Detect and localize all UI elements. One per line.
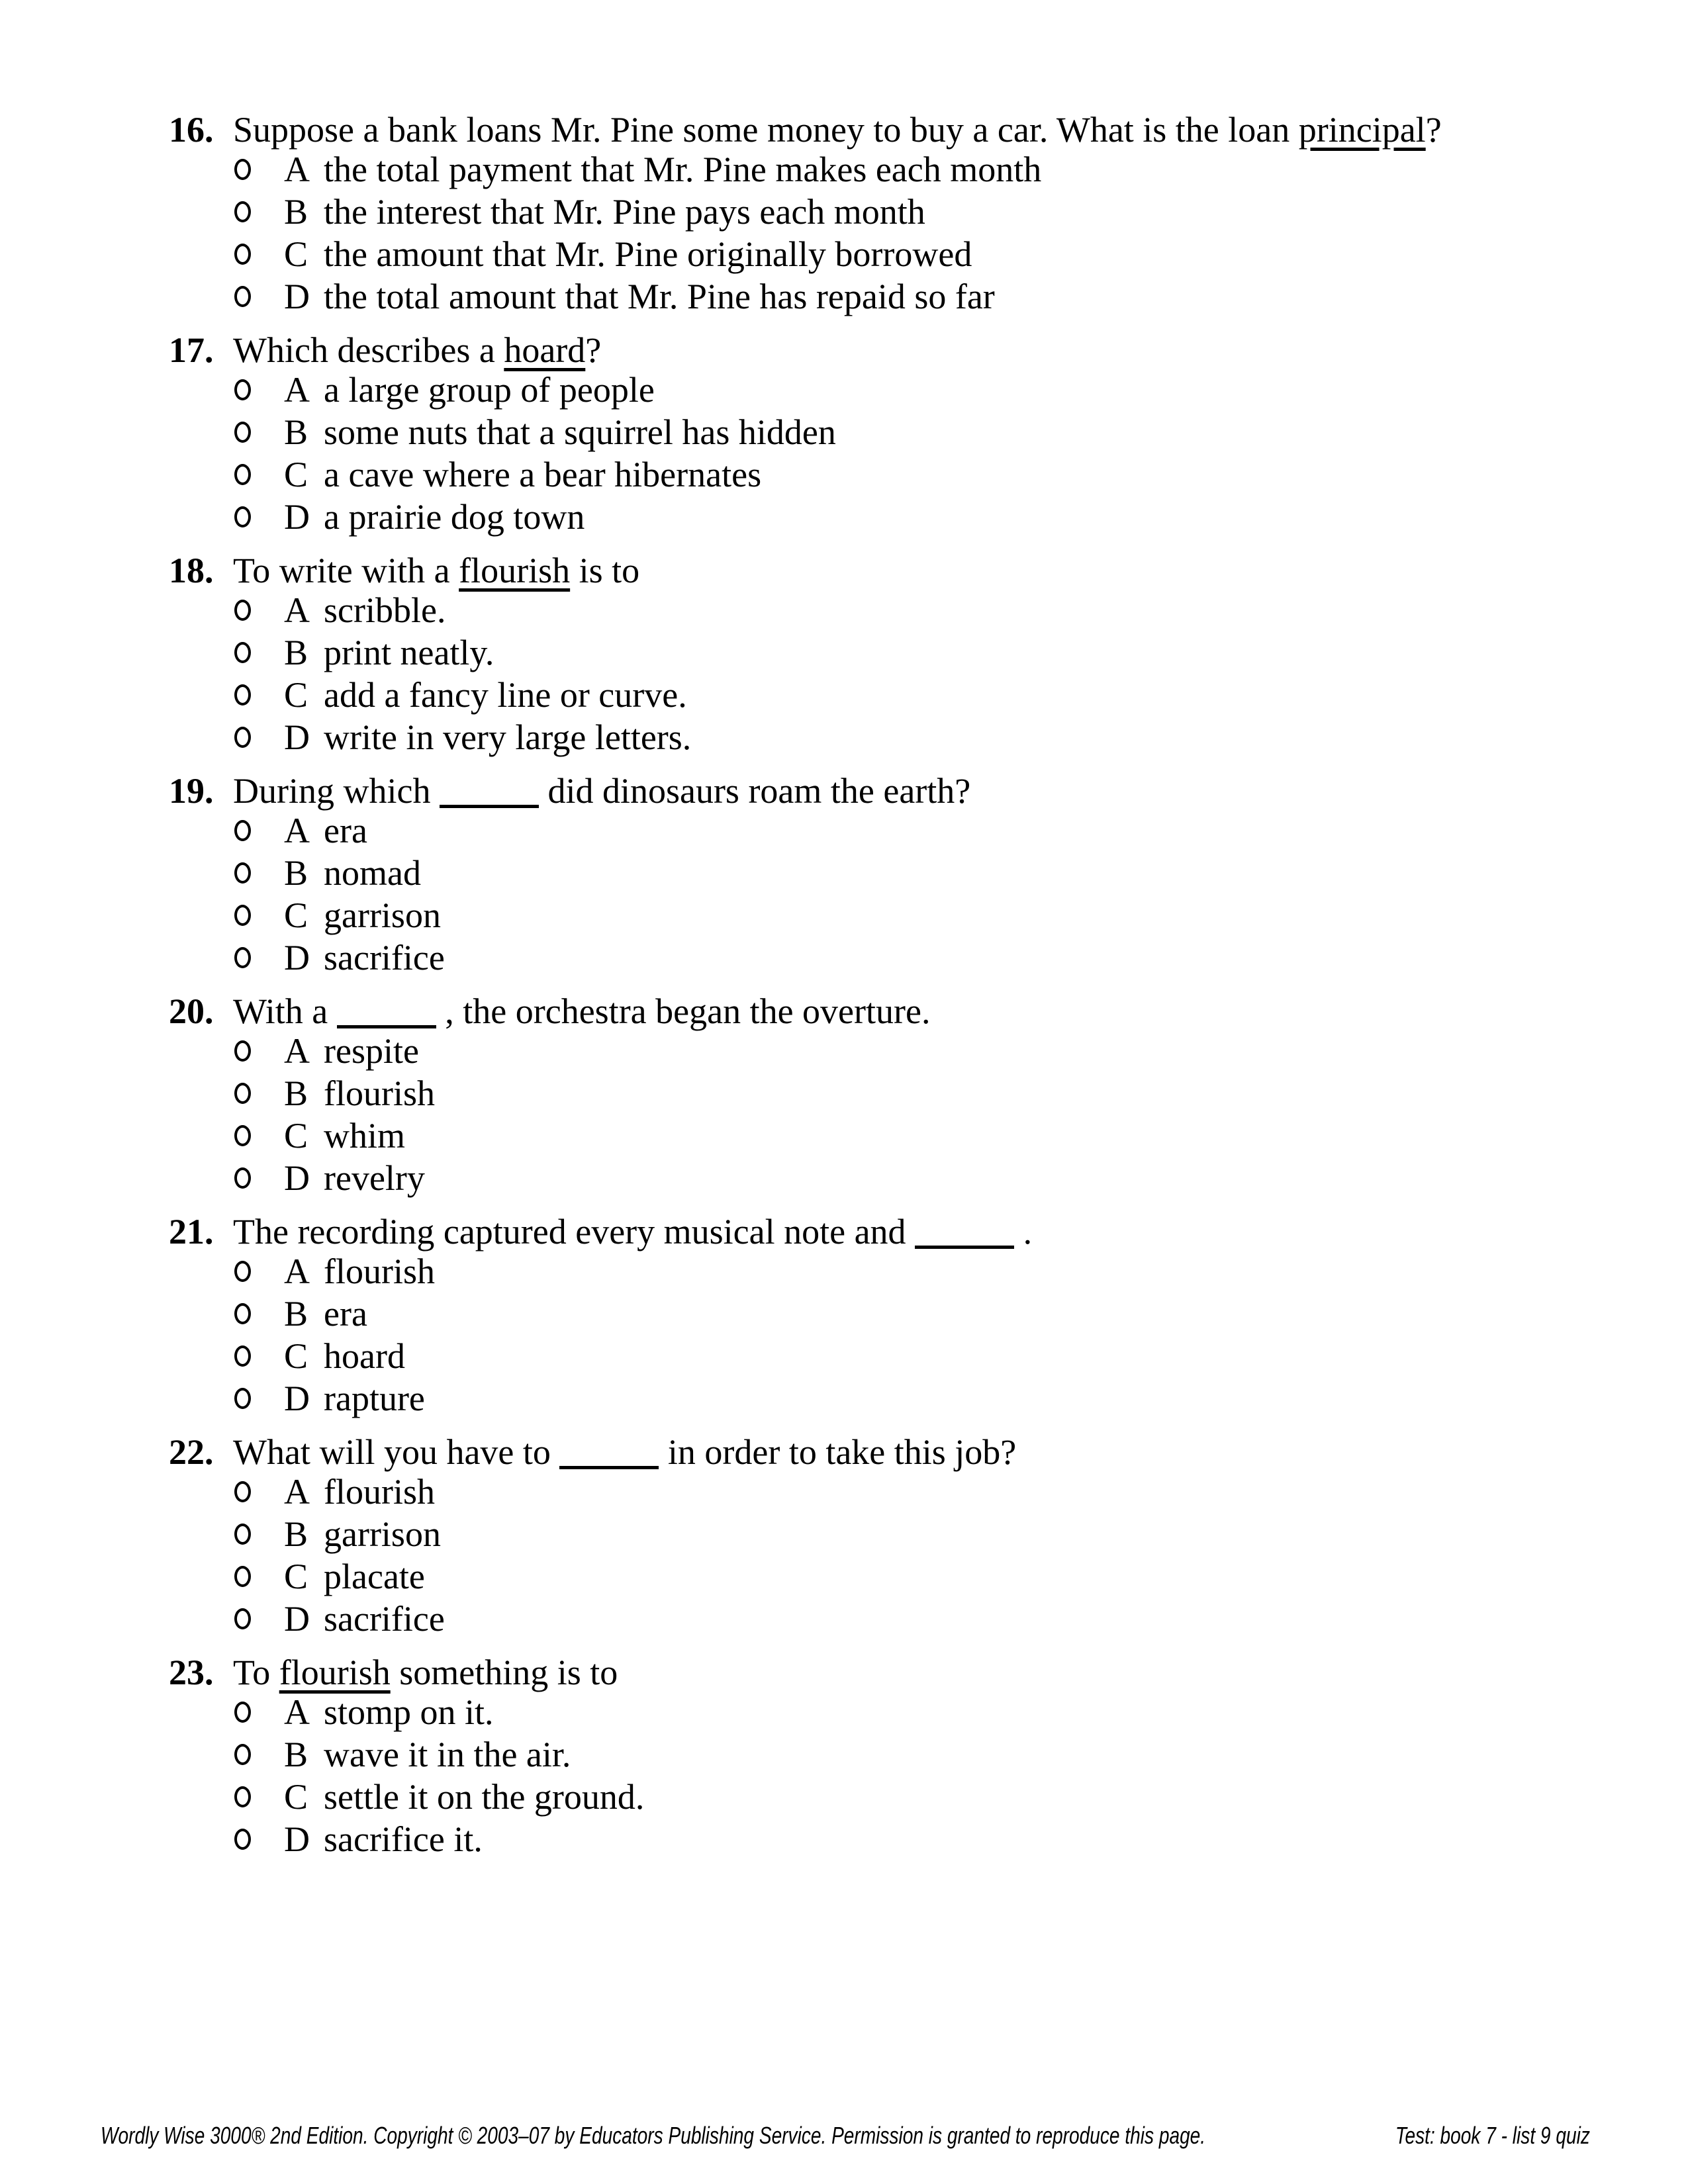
option-letter: A [284,1031,310,1071]
answer-option [234,1598,1688,1640]
option-text: revelry [324,1158,425,1198]
answer-option [234,496,1688,538]
option-text: the total amount that Mr. Pine has repaid so far [324,277,995,316]
question-block [0,111,1688,318]
option-text: settle it on the ground. [324,1777,645,1817]
answer-option [234,631,1688,674]
option-text: add a fancy line or curve. [324,675,687,715]
answer-option [234,148,1688,191]
answer-option [234,1818,1688,1860]
option-letter: C [284,234,308,274]
answer-option [234,275,1688,318]
option-letter: C [284,895,308,935]
option-text: flourish [324,1251,435,1291]
question-number: 21. [169,1212,214,1251]
radio-button[interactable] [234,244,251,265]
radio-button[interactable] [234,201,251,222]
prompt-pre: Which describes a [233,330,504,370]
question-number: 17. [169,330,214,370]
prompt-pre: To [233,1653,279,1692]
option-letter: B [284,853,308,893]
option-text: write in very large letters. [324,717,692,757]
radio-button[interactable] [234,1345,251,1367]
option-letter: B [284,412,308,452]
answer-option [234,674,1688,716]
option-letter: B [284,633,308,672]
option-letter: C [284,1116,308,1156]
radio-button[interactable] [234,506,251,527]
option-text: era [324,811,367,850]
answer-option [234,1250,1688,1293]
answer-option [234,716,1688,758]
option-text: hoard [324,1336,405,1376]
blank-line [915,1222,1014,1249]
question-block [0,1654,1688,1860]
option-text: nomad [324,853,421,893]
prompt-pre: What will you have to [233,1432,560,1472]
option-text: sacrifice it. [324,1819,483,1859]
radio-button[interactable] [234,1566,251,1587]
radio-button[interactable] [234,947,251,968]
option-text: print neatly. [324,633,494,672]
radio-button[interactable] [234,379,251,400]
question-number: 20. [169,991,214,1031]
option-letter: A [284,150,310,189]
option-letter: D [284,1599,310,1639]
prompt-pre: Suppose a bank loans Mr. Pine some money to buy a car. What is the loan [233,110,1299,150]
option-letter: A [284,370,310,410]
option-letter: A [284,811,310,850]
question-block [0,1433,1688,1640]
answer-option [234,1513,1688,1555]
option-letter: C [284,1557,308,1596]
underlined-term: flourish [279,1653,391,1692]
radio-button[interactable] [234,905,251,926]
option-letter: B [284,1073,308,1113]
option-letter: B [284,1514,308,1554]
underlined-term: hoard [504,330,586,370]
answer-option [234,1072,1688,1115]
question-prompt [0,993,1688,1030]
option-letter: D [284,717,310,757]
prompt-post: ? [585,330,602,370]
underlined-term: principal [1298,110,1426,150]
option-text: flourish [324,1472,435,1512]
question-prompt [0,1433,1688,1471]
answer-option [234,852,1688,894]
question-prompt [0,111,1688,148]
radio-button[interactable] [234,727,251,748]
answer-option [234,1377,1688,1420]
answer-option [234,1157,1688,1199]
question-number: 18. [169,551,214,590]
question-block [0,993,1688,1199]
radio-button[interactable] [234,1481,251,1502]
option-letter: D [284,497,310,537]
option-letter: B [284,192,308,232]
question-block [0,332,1688,538]
radio-button[interactable] [234,1083,251,1104]
prompt-post: ? [1425,110,1442,150]
answer-option [234,1471,1688,1513]
option-letter: B [284,1294,308,1334]
option-text: some nuts that a squirrel has hidden [324,412,836,452]
prompt-post: . [1014,1212,1033,1251]
footer-copyright: Wordly Wise 3000® 2nd Edition. Copyright © 2003–07 by Educators Publishing Service. Permission is granted to reproduce this page. [101,2122,1206,2149]
blank-line [440,781,539,808]
radio-button[interactable] [234,1524,251,1545]
question-prompt [0,1213,1688,1250]
radio-button[interactable] [234,1608,251,1629]
blank-line [559,1442,659,1469]
answer-option [234,369,1688,411]
option-letter: A [284,1251,310,1291]
option-text: a cave where a bear hibernates [324,455,762,494]
answer-option [234,589,1688,631]
option-text: placate [324,1557,425,1596]
radio-button[interactable] [234,1040,251,1062]
option-letter: C [284,455,308,494]
radio-button[interactable] [234,1702,251,1723]
question-block [0,772,1688,979]
option-text: era [324,1294,367,1334]
prompt-pre: The recording captured every musical note and [233,1212,915,1251]
option-text: flourish [324,1073,435,1113]
question-number: 22. [169,1432,214,1472]
option-letter: A [284,1692,310,1732]
question-block [0,552,1688,758]
question-prompt [0,772,1688,809]
radio-button[interactable] [234,600,251,621]
option-text: whim [324,1116,406,1156]
answer-option [234,894,1688,936]
option-text: garrison [324,1514,441,1554]
option-text: rapture [324,1379,425,1418]
option-text: garrison [324,895,441,935]
option-text: a prairie dog town [324,497,585,537]
question-prompt [0,1654,1688,1691]
answer-option [234,1293,1688,1335]
radio-button[interactable] [234,159,251,180]
question-prompt [0,552,1688,589]
answer-option [234,1115,1688,1157]
prompt-post: did dinosaurs roam the earth? [538,771,971,811]
radio-button[interactable] [234,1261,251,1282]
prompt-pre: With a [233,991,337,1031]
answer-option [234,453,1688,496]
radio-button[interactable] [234,684,251,705]
radio-button[interactable] [234,286,251,307]
radio-button[interactable] [234,464,251,485]
prompt-post: in order to take this job? [659,1432,1017,1472]
answer-option [234,233,1688,275]
prompt-post: is to [570,551,640,590]
question-number: 16. [169,110,214,150]
option-text: sacrifice [324,938,445,978]
answer-option [234,1691,1688,1733]
option-letter: D [284,938,310,978]
question-prompt [0,332,1688,369]
answer-option [234,1030,1688,1072]
option-text: the interest that Mr. Pine pays each month [324,192,925,232]
option-text: stomp on it. [324,1692,494,1732]
option-letter: A [284,1472,310,1512]
prompt-pre: To write with a [233,551,459,590]
answer-option [234,1733,1688,1776]
radio-button[interactable] [234,1744,251,1765]
prompt-post: , the orchestra began the overture. [436,991,931,1031]
answer-option [234,809,1688,852]
answer-option [234,411,1688,453]
option-text: the total payment that Mr. Pine makes each month [324,150,1042,189]
option-letter: C [284,675,308,715]
option-text: sacrifice [324,1599,445,1639]
question-number: 23. [169,1653,214,1692]
underlined-term: flourish [459,551,571,590]
answer-option [234,1335,1688,1377]
question-list [0,111,1688,1874]
option-letter: D [284,1158,310,1198]
radio-button[interactable] [234,1167,251,1189]
answer-option [234,1555,1688,1598]
radio-button[interactable] [234,1388,251,1409]
answer-option [234,1776,1688,1818]
option-text: a large group of people [324,370,655,410]
radio-button[interactable] [234,1786,251,1807]
radio-button[interactable] [234,642,251,663]
option-text: respite [324,1031,419,1071]
footer-test-label: Test: book 7 - list 9 quiz [1395,2122,1590,2149]
option-letter: D [284,1819,310,1859]
blank-line [337,1001,436,1028]
radio-button[interactable] [234,422,251,443]
answer-option [234,191,1688,233]
radio-button[interactable] [234,1125,251,1146]
radio-button[interactable] [234,862,251,884]
question-block [0,1213,1688,1420]
option-letter: B [284,1735,308,1774]
prompt-pre: During which [233,771,440,811]
answer-option [234,936,1688,979]
option-letter: A [284,590,310,630]
radio-button[interactable] [234,1829,251,1850]
option-text: the amount that Mr. Pine originally borrowed [324,234,972,274]
option-text: scribble. [324,590,446,630]
option-text: wave it in the air. [324,1735,571,1774]
question-number: 19. [169,771,214,811]
option-letter: C [284,1336,308,1376]
radio-button[interactable] [234,1303,251,1324]
option-letter: D [284,1379,310,1418]
prompt-post: something is to [390,1653,618,1692]
radio-button[interactable] [234,820,251,841]
option-letter: C [284,1777,308,1817]
option-letter: D [284,277,310,316]
